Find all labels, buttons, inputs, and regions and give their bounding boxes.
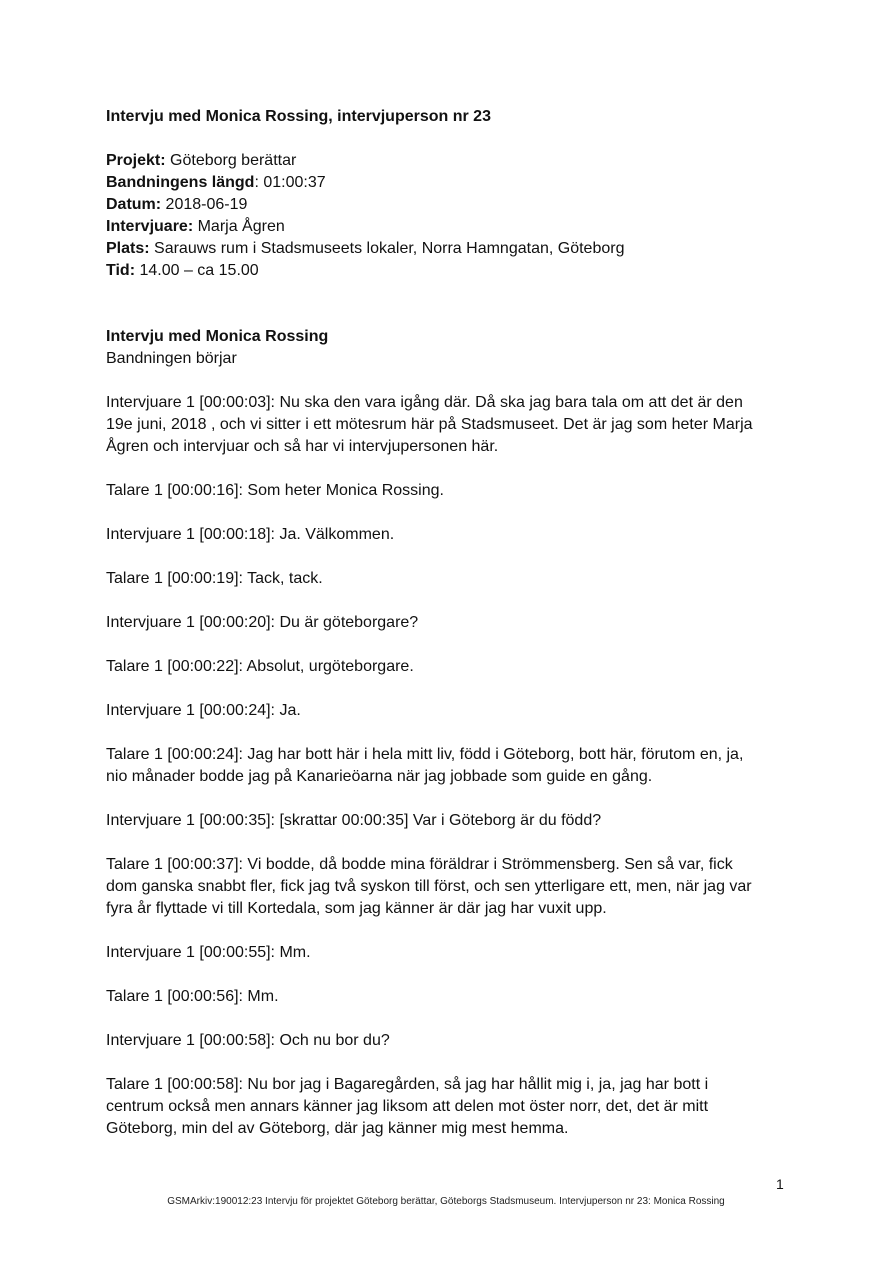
transcript-line: Intervjuare 1 [00:00:24]: Ja. — [106, 702, 301, 719]
metadata-key: Bandningens längd — [106, 174, 255, 191]
transcript-paragraph — [106, 744, 786, 788]
metadata-value: : 01:00:37 — [254, 174, 326, 191]
transcript-line: Ågren och intervjuar och så har vi intervjupersonen här. — [106, 438, 499, 455]
metadata-line — [106, 172, 796, 194]
metadata-line — [106, 260, 796, 282]
transcript-line: Talare 1 [00:00:22]: Absolut, urgöteborgare. — [106, 658, 414, 675]
transcript-paragraph — [106, 612, 786, 634]
transcript-paragraph — [106, 480, 786, 502]
transcript-line: Talare 1 [00:00:56]: Mm. — [106, 988, 279, 1005]
metadata-value: Marja Ågren — [193, 218, 285, 235]
transcript-paragraph — [106, 656, 786, 678]
transcript-paragraph — [106, 568, 786, 590]
metadata-key: Datum: — [106, 196, 162, 213]
transcript-line: Intervjuare 1 [00:00:58]: Och nu bor du? — [106, 1032, 390, 1049]
metadata-key: Plats: — [106, 240, 150, 257]
metadata-key: Intervjuare: — [106, 218, 194, 235]
transcript-paragraph — [106, 524, 786, 546]
footer-text: GSMArkiv:190012:23 Intervju för projektet Göteborg berättar, Göteborgs Stadsmuseum. Intervjuperson nr 23: Monica Rossing — [167, 1196, 725, 1207]
transcript-paragraph — [106, 810, 786, 832]
transcript-line: Talare 1 [00:00:37]: Vi bodde, då bodde mina föräldrar i Strömmensberg. Sen så var, fick — [106, 856, 733, 873]
metadata-key: Tid: — [106, 262, 136, 279]
transcript-line: centrum också men annars känner jag liksom att delen mot öster norr, det, det är mitt — [106, 1098, 709, 1115]
transcript-line: Talare 1 [00:00:58]: Nu bor jag i Bagaregården, så jag har hållit mig i, ja, jag har bott i — [106, 1076, 709, 1093]
section-title: Intervju med Monica Rossing — [106, 328, 329, 345]
transcript — [106, 392, 796, 1140]
transcript-paragraph — [106, 986, 786, 1008]
document-title: Intervju med Monica Rossing, intervjuperson nr 23 — [106, 108, 491, 125]
transcript-line: Intervjuare 1 [00:00:55]: Mm. — [106, 944, 311, 961]
transcript-paragraph — [106, 1074, 786, 1140]
transcript-line: Intervjuare 1 [00:00:35]: [skrattar 00:00:35] Var i Göteborg är du född? — [106, 812, 602, 829]
metadata-value: 2018-06-19 — [161, 196, 248, 213]
transcript-paragraph — [106, 392, 786, 458]
metadata-value: 14.00 – ca 15.00 — [135, 262, 259, 279]
transcript-paragraph — [106, 854, 786, 920]
transcript-line: dom ganska snabbt fler, fick jag två syskon till först, och sen ytterligare ett, men, när jag var — [106, 878, 752, 895]
transcript-line: Talare 1 [00:00:19]: Tack, tack. — [106, 570, 323, 587]
metadata-line — [106, 194, 796, 216]
transcript-paragraph — [106, 700, 786, 722]
metadata-line — [106, 238, 796, 260]
transcript-line: Intervjuare 1 [00:00:03]: Nu ska den vara igång där. Då ska jag bara tala om att det är den — [106, 394, 743, 411]
metadata-line — [106, 216, 796, 238]
metadata-value: Göteborg berättar — [165, 152, 297, 169]
transcript-line: Talare 1 [00:00:16]: Som heter Monica Rossing. — [106, 482, 444, 499]
transcript-line: 19e juni, 2018 , och vi sitter i ett mötesrum här på Stadsmuseet. Det är jag som heter Marja — [106, 416, 753, 433]
transcript-line: fyra år flyttade vi till Kortedala, som jag känner är där jag har vuxit upp. — [106, 900, 607, 917]
transcript-paragraph — [106, 1030, 786, 1052]
metadata-block — [106, 150, 796, 282]
metadata-line — [106, 150, 796, 172]
page-number: 1 — [776, 1176, 784, 1192]
transcript-line: Göteborg, min del av Göteborg, där jag känner mig mest hemma. — [106, 1120, 569, 1137]
metadata-key: Projekt: — [106, 152, 166, 169]
transcript-line: nio månader bodde jag på Kanarieöarna när jag jobbade som guide en gång. — [106, 768, 653, 785]
metadata-value: Sarauws rum i Stadsmuseets lokaler, Norra Hamngatan, Göteborg — [149, 240, 625, 257]
section-subtitle: Bandningen börjar — [106, 350, 237, 367]
document-page — [106, 106, 796, 1162]
transcript-paragraph — [106, 942, 786, 964]
transcript-line: Intervjuare 1 [00:00:20]: Du är göteborgare? — [106, 614, 419, 631]
transcript-line: Intervjuare 1 [00:00:18]: Ja. Välkommen. — [106, 526, 395, 543]
transcript-line: Talare 1 [00:00:24]: Jag har bott här i hela mitt liv, född i Göteborg, bott här, förutom en, ja, — [106, 746, 744, 763]
